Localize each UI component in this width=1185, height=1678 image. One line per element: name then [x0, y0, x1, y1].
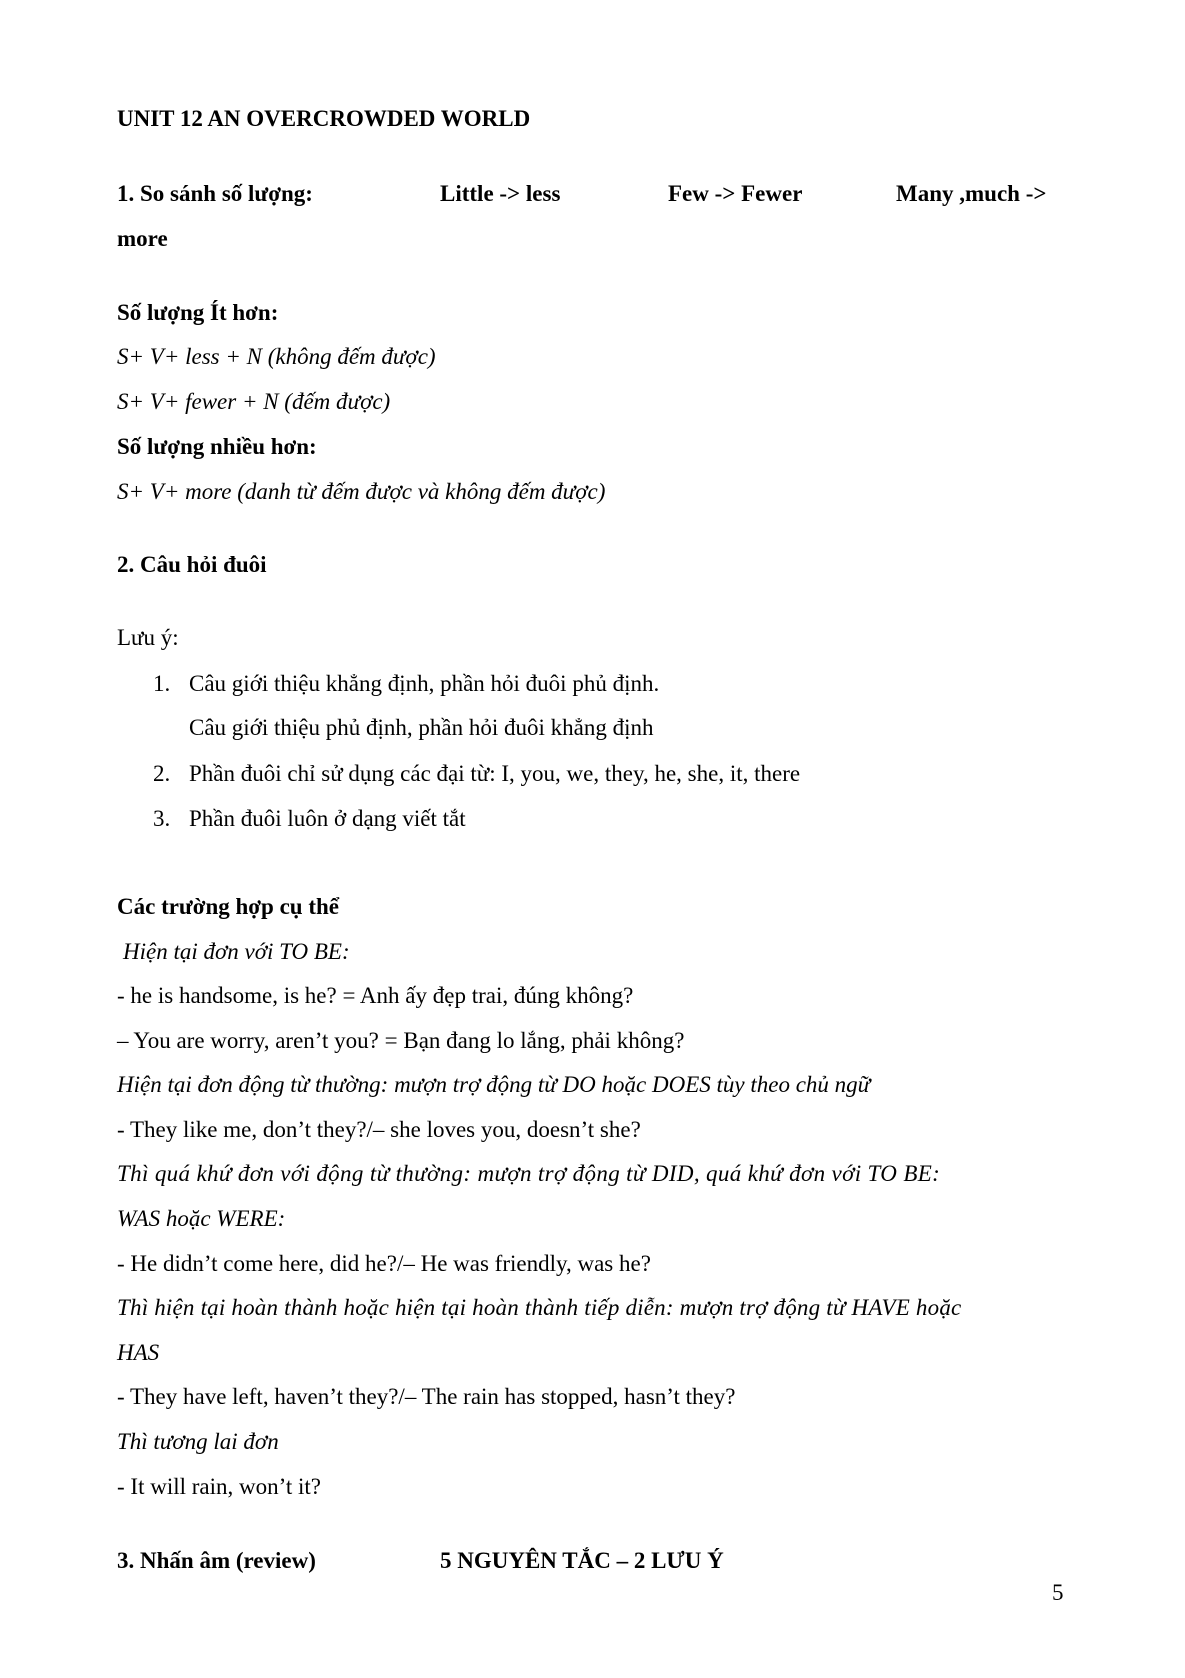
section1-heading-row	[0, 182, 1185, 208]
case3-example: - He didn’t come here, did he?/– He was friendly, was he?	[117, 1251, 651, 1276]
list-number: 3.	[153, 806, 171, 831]
section3-heading: 3. Nhấn âm (review)	[117, 1548, 316, 1573]
page-number: 5	[1052, 1580, 1064, 1605]
case1-title: Hiện tại đơn với TO BE:	[123, 939, 350, 964]
case1-example1: - he is handsome, is he? = Anh ấy đẹp trai, đúng không?	[117, 983, 634, 1008]
list-number: 1.	[153, 671, 171, 696]
list-item-cont: Câu giới thiệu phủ định, phần hỏi đuôi khẳng định	[189, 715, 654, 740]
case4-example: - They have left, haven’t they?/– The rain has stopped, hasn’t they?	[117, 1384, 736, 1409]
case4-title-cont: HAS	[117, 1340, 160, 1365]
more-heading: Số lượng nhiều hơn:	[117, 434, 317, 459]
case5-title: Thì tương lai đơn	[117, 1429, 279, 1454]
less-heading: Số lượng Ít hơn:	[117, 300, 279, 325]
comparison-little: Little -> less	[440, 181, 561, 206]
comparison-many-cont: more	[117, 226, 168, 251]
case1-example2: – You are worry, aren’t you? = Bạn đang lo lắng, phải không?	[117, 1028, 685, 1053]
case5-example: - It will rain, won’t it?	[117, 1474, 321, 1499]
list-text: Phần đuôi luôn ở dạng viết tắt	[189, 806, 466, 831]
list-number: 2.	[153, 761, 171, 786]
case2-title: Hiện tại đơn động từ thường: mượn trợ động từ DO hoặc DOES tùy theo chủ ngữ	[117, 1072, 871, 1097]
section3-subheading: 5 NGUYÊN TẮC – 2 LƯU Ý	[440, 1548, 724, 1573]
case2-example: - They like me, don’t they?/– she loves you, doesn’t she?	[117, 1117, 641, 1142]
note-label: Lưu ý:	[117, 625, 179, 650]
list-item	[0, 671, 1185, 697]
section1-heading: 1. So sánh số lượng:	[117, 181, 313, 206]
less-rule-uncountable: S+ V+ less + N (không đếm được)	[117, 344, 436, 369]
list-item	[0, 806, 1185, 832]
more-rule: S+ V+ more (danh từ đếm được và không đếm được)	[117, 479, 606, 504]
page-title: UNIT 12 AN OVERCROWDED WORLD	[117, 106, 531, 131]
list-text: Câu giới thiệu khẳng định, phần hỏi đuôi phủ định.	[189, 671, 660, 696]
cases-heading: Các trường hợp cụ thể	[117, 894, 339, 919]
list-text: Phần đuôi chỉ sử dụng các đại từ: I, you, we, they, he, she, it, there	[189, 761, 801, 786]
case4-title: Thì hiện tại hoàn thành hoặc hiện tại hoàn thành tiếp diễn: mượn trợ động từ HAVE hoặc	[117, 1295, 962, 1320]
comparison-many: Many ,much ->	[896, 181, 1047, 206]
case3-title-cont: WAS hoặc WERE:	[117, 1206, 286, 1231]
section2-heading: 2. Câu hỏi đuôi	[117, 552, 267, 577]
case3-title: Thì quá khứ đơn với động từ thường: mượn trợ động từ DID, quá khứ đơn với TO BE:	[117, 1161, 941, 1186]
comparison-few: Few -> Fewer	[668, 181, 803, 206]
less-rule-countable: S+ V+ fewer + N (đếm được)	[117, 389, 391, 414]
list-item	[0, 761, 1185, 787]
